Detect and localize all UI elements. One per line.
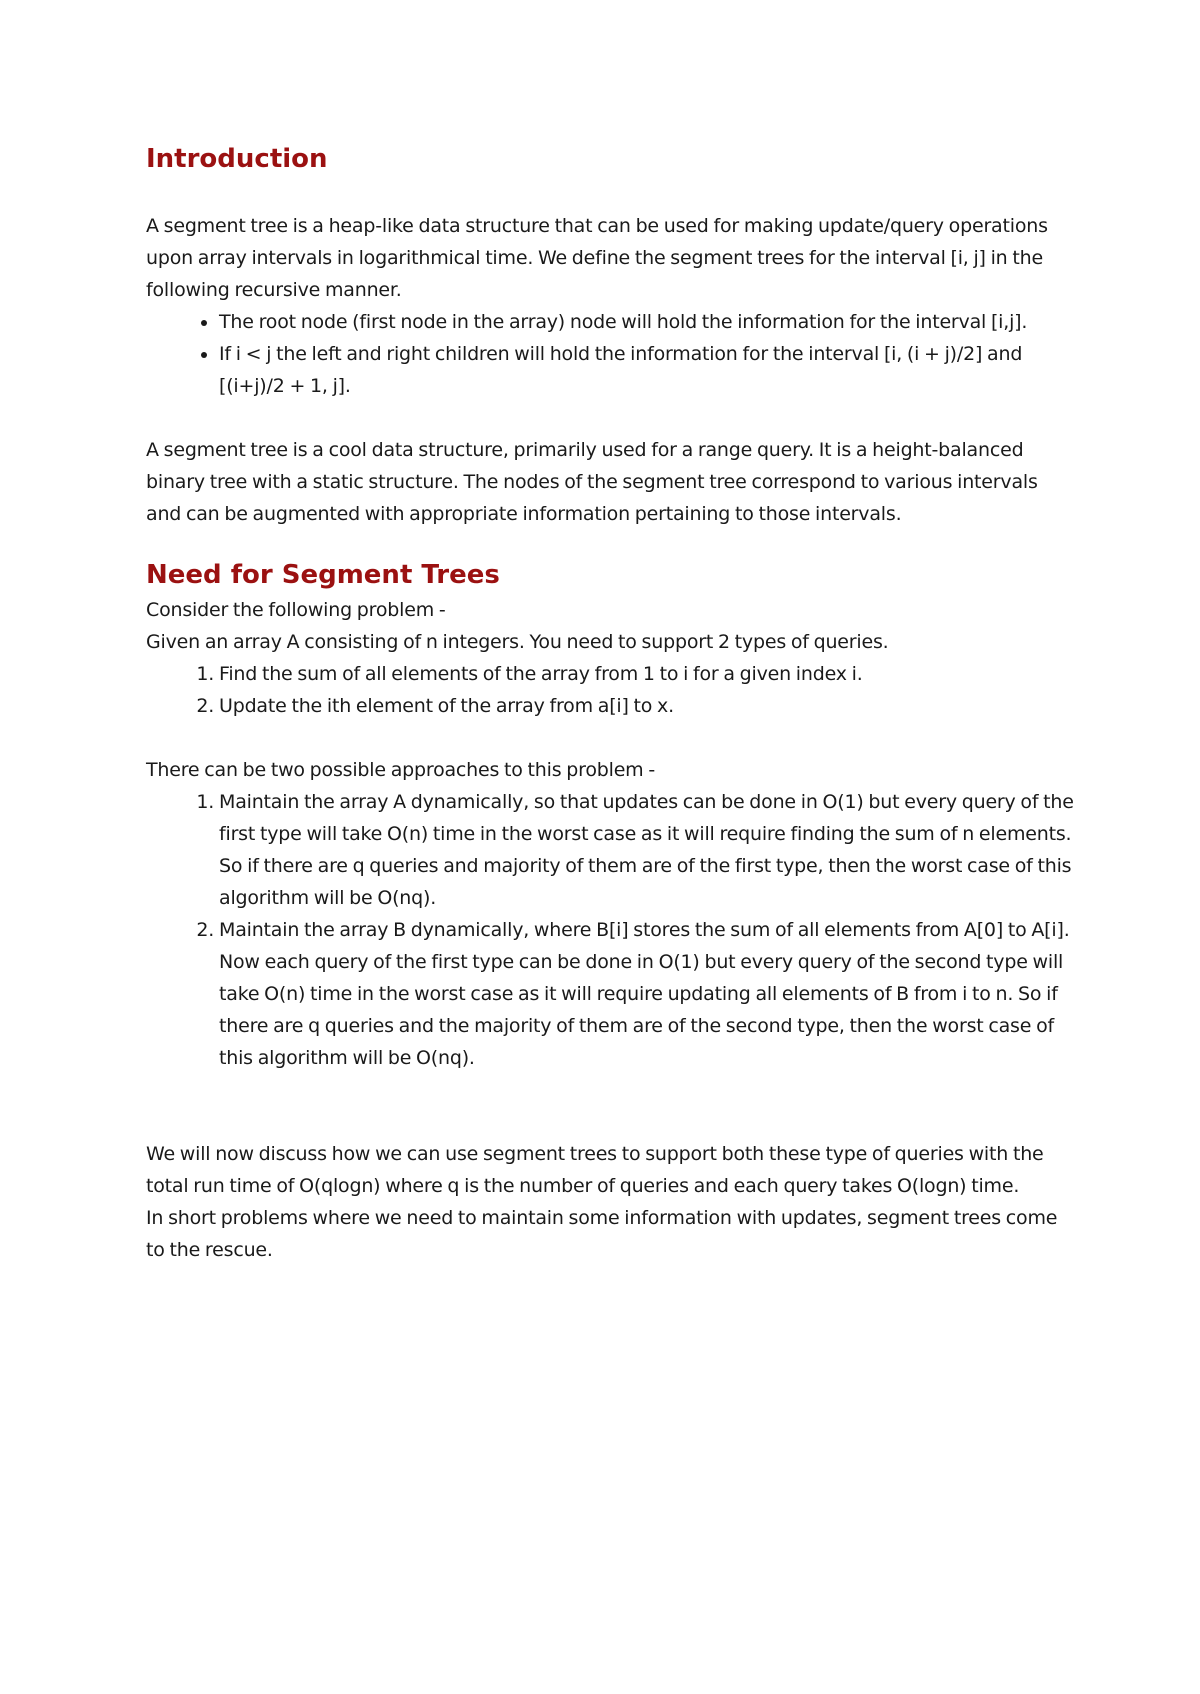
intro-paragraph-2: A segment tree is a cool data structure, primarily used for a range query. It is a height-balanced binary tree with a static structure. The nodes of the segment tree correspond to various intervals and can be augmented with appropriate information pertaining to those intervals. xyxy=(146,439,1038,525)
approach-item: 2. Maintain the array B dynamically, where B[i] stores the sum of all elements from A[0] to A[i]. Now each query of the first type can be done in O(1) but every query of the second type will take O(n) time in the worst case as it will require updating all elements of B from i to n. So if there are q queries and the majority of them are of the second type, then the worst case of this algorithm will be O(nq). xyxy=(219,914,1076,1074)
approaches-intro-line: There can be two possible approaches to this problem - xyxy=(146,759,655,781)
closing-paragraph-2: In short problems where we need to maintain some information with updates, segment trees come to the rescue. xyxy=(146,1207,1058,1261)
need-heading: Need for Segment Trees xyxy=(146,560,500,590)
problem-statement-line: Given an array A consisting of n integers. You need to support 2 types of queries. xyxy=(146,631,889,653)
query-type-item: 2. Update the ith element of the array from a[i] to x. xyxy=(219,690,1076,722)
query-types-list xyxy=(146,658,1076,722)
closing-paragraph: We will now discuss how we can use segment trees to support both these type of queries with the total run time of O(qlogn) where q is the number of queries and each query takes O(logn) time. xyxy=(146,1143,1044,1197)
approaches-list xyxy=(146,786,1076,1074)
approach-item: 1. Maintain the array A dynamically, so that updates can be done in O(1) but every query of the first type will take O(n) time in the worst case as it will require finding the sum of n elements. So if there are q queries and majority of them are of the first type, then the worst case of this algorithm will be O(nq). xyxy=(219,786,1076,914)
intro-bullet-list xyxy=(146,306,1076,402)
problem-intro-line: Consider the following problem - xyxy=(146,599,446,621)
intro-paragraph: A segment tree is a heap-like data structure that can be used for making update/query operations upon array intervals in logarithmical time. We define the segment trees for the interval [i, j] in the following recursive manner. xyxy=(146,215,1048,301)
query-type-item: 1. Find the sum of all elements of the array from 1 to i for a given index i. xyxy=(219,658,1076,690)
intro-bullet-item: • The root node (first node in the array) node will hold the information for the interval [i,j]. xyxy=(219,306,1076,338)
document-page xyxy=(146,140,1076,1266)
introduction-heading: Introduction xyxy=(146,144,328,174)
intro-bullet-item: • If i < j the left and right children will hold the information for the interval [i, (i + j)/2] and [(i+j)/2 + 1, j]. xyxy=(219,338,1076,402)
